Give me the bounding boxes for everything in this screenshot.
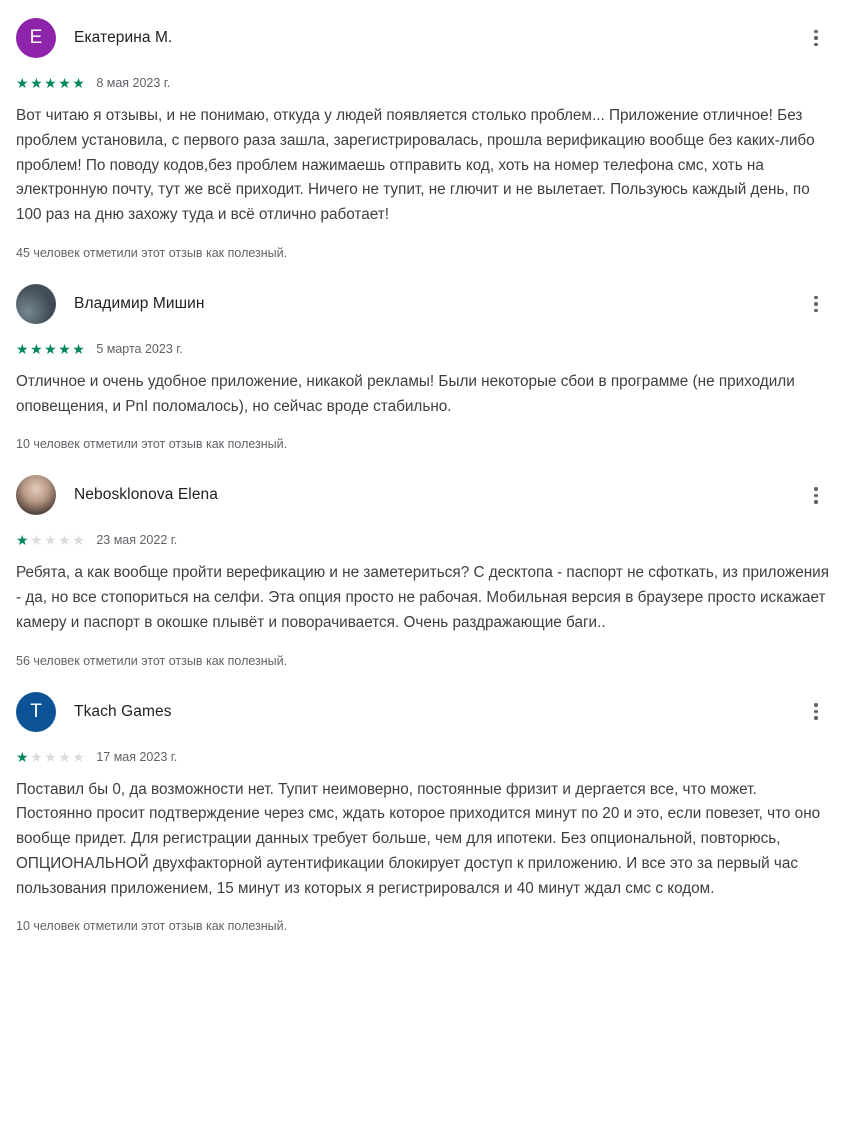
star-filled-icon: ★ bbox=[16, 748, 31, 765]
star-empty-icon: ★ bbox=[58, 532, 73, 549]
review-helpful-count: 10 человек отметили этот отзыв как полезный. bbox=[16, 437, 288, 452]
review-header bbox=[16, 471, 832, 519]
review-item bbox=[16, 457, 832, 673]
review-date: 8 мая 2023 г. bbox=[96, 76, 171, 90]
review-item bbox=[16, 266, 832, 458]
review-text: Поставил бы 0, да возможности нет. Тупит неимоверно, постоянные фризит и дергается все, что может. Постоянно просит подтверждение через смс, ждать которое приходится минут по 20 и это, если повезет, что оно вообще придет. Для регистрации данных требует больше, чем для ипотеки. Без опциональной, повторюсь, ОПЦИОНАЛЬНОЙ двухфакторной аутентификации блокирует доступ к приложению. И все это за первый час пользования приложением, 15 минут из которых я регистрировался и 40 минут ждал смс с кодом. bbox=[16, 780, 821, 897]
star-filled-icon: ★ bbox=[44, 340, 59, 357]
review-date: 23 мая 2022 г. bbox=[96, 533, 178, 548]
star-filled-icon: ★ bbox=[16, 75, 31, 91]
review-rating-row bbox=[16, 533, 832, 547]
review-author-name: Tkach Games bbox=[74, 702, 172, 720]
star-rating bbox=[16, 750, 86, 764]
more-vert-icon[interactable] bbox=[804, 700, 828, 724]
review-author-name: Nebosklonova Elena bbox=[74, 486, 218, 504]
review-item bbox=[16, 0, 832, 266]
star-filled-icon: ★ bbox=[72, 75, 87, 91]
review-header bbox=[16, 14, 832, 62]
star-rating bbox=[16, 342, 86, 356]
review-helpful-count: 56 человек отметили этот отзыв как полезный. bbox=[16, 653, 288, 668]
review-rating-row bbox=[16, 342, 832, 356]
review-author-name: Владимир Мишин bbox=[74, 294, 205, 312]
star-rating bbox=[16, 76, 86, 90]
star-filled-icon: ★ bbox=[30, 75, 45, 91]
star-filled-icon: ★ bbox=[16, 532, 31, 549]
review-item bbox=[16, 674, 832, 940]
review-date: 17 мая 2023 г. bbox=[96, 749, 178, 764]
star-empty-icon: ★ bbox=[44, 748, 59, 765]
star-empty-icon: ★ bbox=[72, 532, 87, 549]
more-vert-icon[interactable] bbox=[804, 292, 828, 316]
review-helpful-count: 10 человек отметили этот отзыв как полезный. bbox=[16, 919, 288, 934]
more-vert-icon[interactable] bbox=[804, 26, 828, 50]
star-empty-icon: ★ bbox=[44, 532, 59, 549]
review-rating-row bbox=[16, 750, 832, 764]
review-rating-row bbox=[16, 76, 832, 90]
star-filled-icon: ★ bbox=[72, 340, 87, 357]
star-empty-icon: ★ bbox=[58, 748, 73, 765]
avatar: T bbox=[16, 692, 56, 732]
review-text: Отличное и очень удобное приложение, никакой рекламы! Были некоторые сбои в программе (не приходили оповещения, и PnI поломалось), но сейчас вроде стабильно. bbox=[16, 372, 795, 415]
review-header bbox=[16, 688, 832, 736]
star-empty-icon: ★ bbox=[30, 532, 45, 549]
star-empty-icon: ★ bbox=[30, 748, 45, 765]
avatar bbox=[16, 284, 56, 324]
star-filled-icon: ★ bbox=[44, 75, 59, 91]
review-text: Вот читаю я отзывы, и не понимаю, откуда у людей появляется столько проблем... Приложение отличное! Без проблем установила, с первого раза зашла, зарегистрировалась, прошла верификацию вообще без каких-либо проблем! По поводу кодов,без проблем нажимаешь отправить код, хоть на номер телефона смс, хоть на электронную почту, тут же всё приходит. Ничего не тупит, не глючит и не вылетает. Пользуюсь каждый день, по 100 раз на дню захожу туда и всё отлично работает! bbox=[16, 107, 815, 224]
avatar: Е bbox=[16, 18, 56, 58]
star-filled-icon: ★ bbox=[58, 340, 73, 357]
review-date: 5 марта 2023 г. bbox=[96, 341, 183, 356]
review-helpful-count: 45 человек отметили этот отзыв как полезный. bbox=[16, 245, 288, 260]
star-empty-icon: ★ bbox=[72, 748, 87, 765]
review-text: Ребята, а как вообще пройти верефикацию и не заметериться? С десктопа - паспорт не сфоткать, из приложения - да, но все стопориться на селфи. Эта опция просто не рабочая. Мобильная версия в браузере просто искажает камеру и паспорт в окошке плывёт и поворачивается. Очень раздражающие баги.. bbox=[16, 564, 829, 631]
more-vert-icon[interactable] bbox=[804, 483, 828, 507]
review-header bbox=[16, 280, 832, 328]
star-filled-icon: ★ bbox=[58, 75, 73, 91]
star-filled-icon: ★ bbox=[30, 340, 45, 357]
avatar bbox=[16, 475, 56, 515]
review-author-name: Екатерина М. bbox=[74, 29, 173, 46]
star-rating bbox=[16, 533, 86, 547]
star-filled-icon: ★ bbox=[16, 340, 31, 357]
